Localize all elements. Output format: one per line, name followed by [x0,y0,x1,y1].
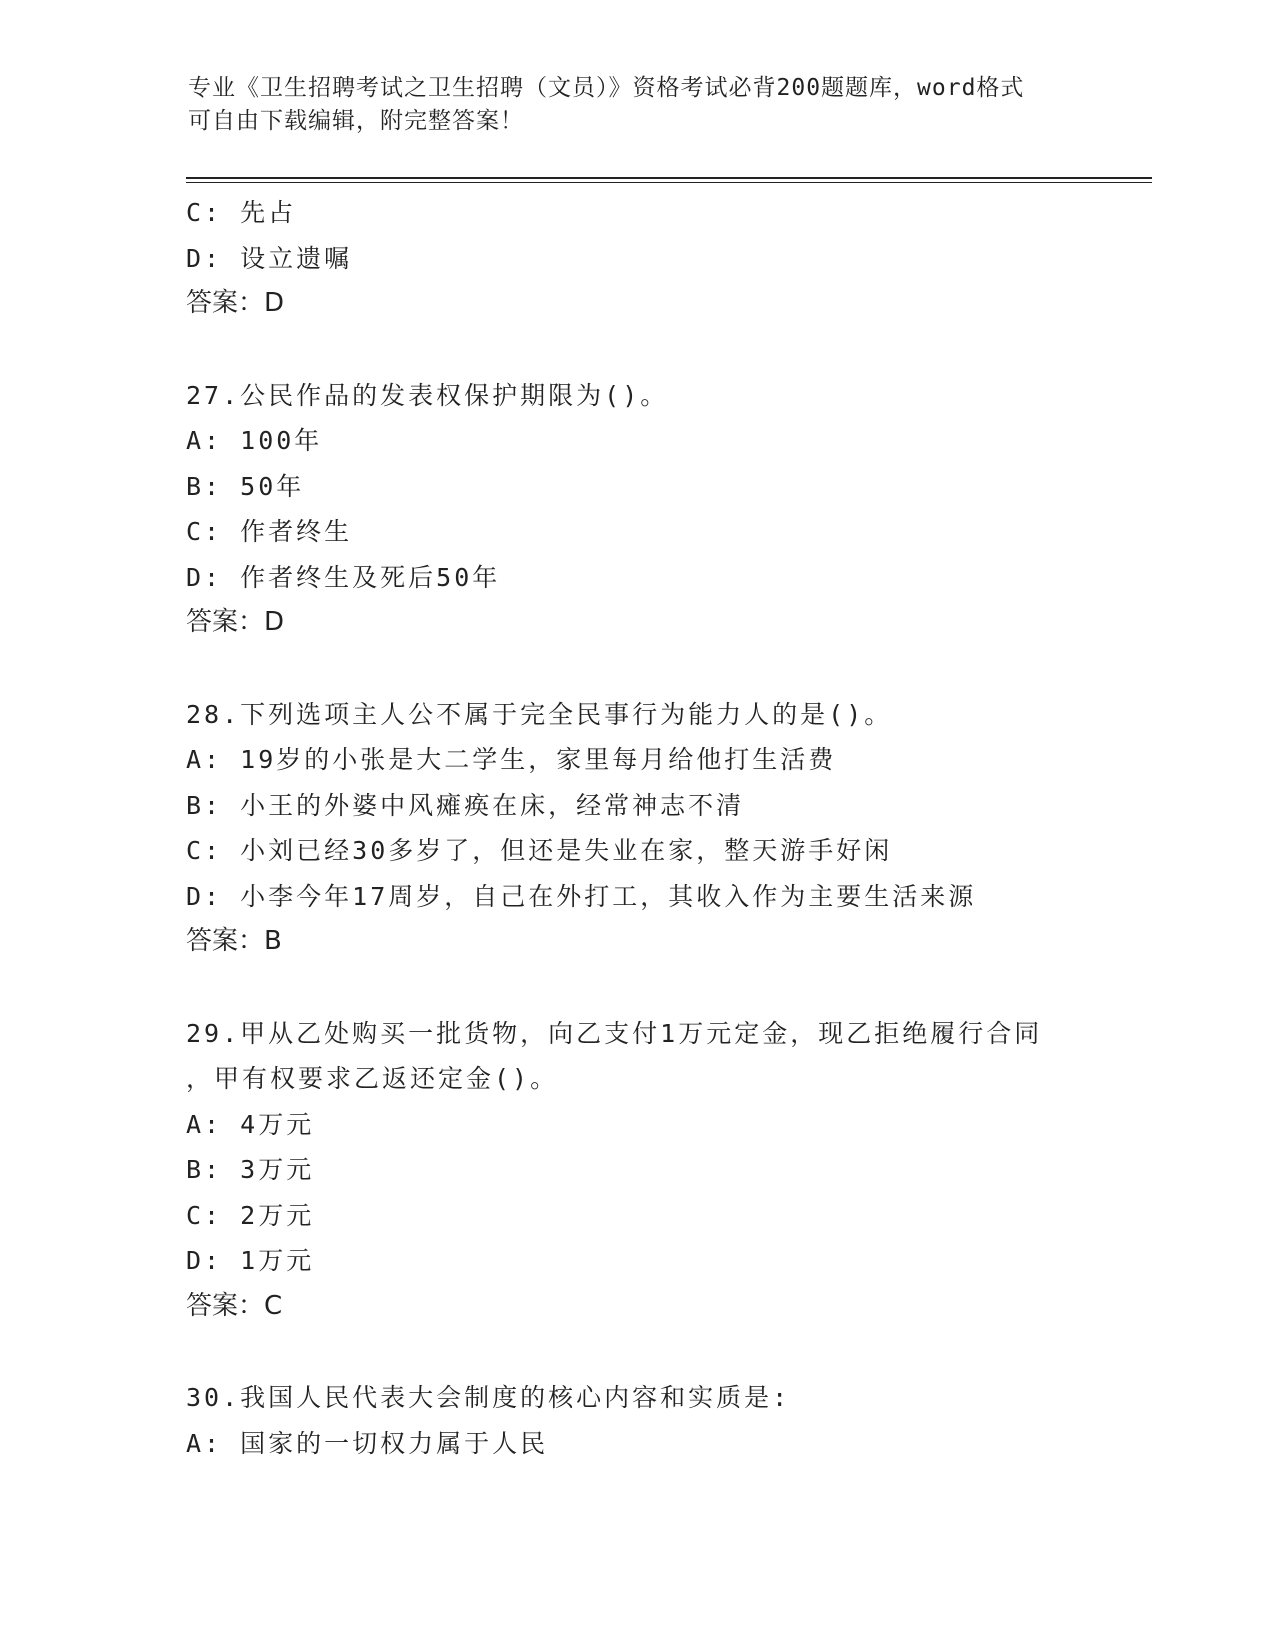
option-b: B: 50年 [186,471,305,501]
question-26-tail [186,190,1086,327]
question-text-line-2: ，甲有权要求乙返还定金()。 [186,1064,559,1093]
question-27 [186,373,1086,646]
answer: 答案：D [186,288,285,318]
option-a: A: 国家的一切权力属于人民 [186,1428,549,1458]
option-c: C: 2万元 [186,1200,315,1230]
option-a: A: 100年 [186,426,323,455]
question-text: 27.公民作品的发表权保护期限为()。 [186,380,669,410]
header-line-2: 可自由下载编辑，附完整答案！ [188,108,524,134]
option-d: D: 小李今年17周岁，自己在外打工，其收入作为主要生活来源 [186,881,977,911]
answer: 答案：B [186,926,282,956]
option-c: C: 作者终生 [186,517,353,546]
question-30 [186,1375,1086,1466]
option-c: C: 先占 [186,198,297,227]
option-b: B: 小王的外婆中风瘫痪在床，经常神志不清 [186,790,745,820]
question-list [186,190,1086,1466]
document-header [188,72,1088,138]
option-d: D: 1万元 [186,1246,315,1275]
option-a: A: 19岁的小张是大二学生，家里每月给他打生活费 [186,745,837,774]
option-d: D: 设立遗嘱 [186,243,353,273]
question-text: 30.我国人民代表大会制度的核心内容和实质是: [186,1383,791,1412]
option-a: A: 4万元 [186,1109,315,1139]
header-divider-thick [186,177,1152,179]
option-c: C: 小刘已经30多岁了，但还是失业在家，整天游手好闲 [186,836,893,865]
header-line-1: 专业《卫生招聘考试之卫生招聘（文员）》资格考试必背200题题库，word格式 [188,75,1025,101]
option-b: B: 3万元 [186,1155,315,1184]
answer: 答案：D [186,607,285,637]
question-28 [186,692,1086,965]
answer: 答案：C [186,1290,283,1321]
header-divider-thin [186,182,1152,183]
question-text-line-1: 29.甲从乙处购买一批货物，向乙支付1万元定金，现乙拒绝履行合同 [186,1018,1043,1048]
question-29 [186,1011,1086,1330]
question-text: 28.下列选项主人公不属于完全民事行为能力人的是()。 [186,699,893,729]
option-d: D: 作者终生及死后50年 [186,562,501,592]
